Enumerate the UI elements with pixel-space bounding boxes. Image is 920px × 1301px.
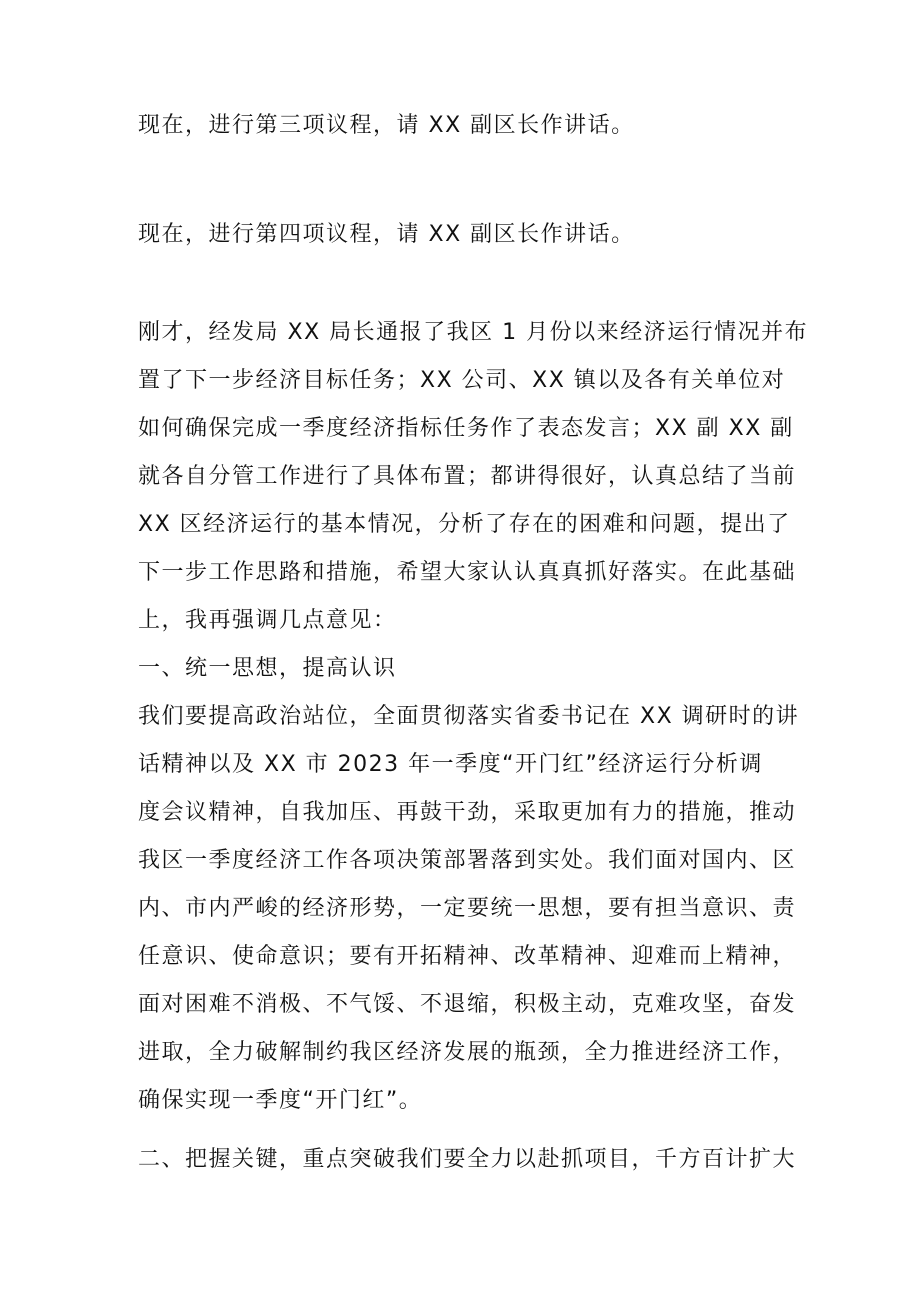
paragraph-line: 我区一季度经济工作各项决策部署落到实处。我们面对国内、区 [138, 848, 797, 873]
paragraph-line: 现在，进行第四项议程，请 XX 副区长作讲话。 [138, 222, 635, 247]
speech-body [138, 309, 809, 1125]
paragraph-line: 进取，全力破解制约我区经济发展的瓶颈，全力推进经济工作， [138, 1040, 797, 1065]
section-heading-2: 二、把握关键，重点突破我们要全力以赴抓项目，千方百计扩大 [138, 1147, 797, 1172]
paragraph-line: XX 区经济运行的基本情况，分析了存在的困难和问题，提出了 [138, 512, 791, 537]
paragraph-line: 上，我再强调几点意见： [138, 608, 397, 633]
paragraph-line: 确保实现一季度“开门红”。 [138, 1088, 423, 1113]
paragraph-line: 我们要提高政治站位，全面贯彻落实省委书记在 XX 调研时的讲 [138, 704, 800, 729]
paragraph-line: 下一步工作思路和措施，希望大家认认真真抓好落实。在此基础 [138, 560, 797, 585]
section-heading-1: 一、统一思想，提高认识 [138, 656, 397, 681]
agenda-item-4-paragraph [138, 211, 798, 259]
paragraph-line: 度会议精神，自我加压、再鼓干劲，采取更加有力的措施，推动 [138, 800, 797, 825]
paragraph-line: 任意识、使命意识；要有开拓精神、改革精神、迎难而上精神， [138, 944, 797, 969]
section-2-paragraph [138, 1136, 798, 1184]
paragraph-line: 置了下一步经济目标任务；XX 公司、XX 镇以及各有关单位对 [138, 368, 786, 393]
paragraph-line: 就各自分管工作进行了具体布置；都讲得很好，认真总结了当前 [138, 464, 797, 489]
paragraph-line: 面对困难不消极、不气馁、不退缩，积极主动，克难攻坚，奋发 [138, 992, 797, 1017]
paragraph-line: 内、市内严峻的经济形势，一定要统一思想，要有担当意识、责 [138, 896, 797, 921]
paragraph-line: 话精神以及 XX 市 2023 年一季度“开门红”经济运行分析调 [138, 752, 763, 777]
paragraph-line: 现在，进行第三项议程，请 XX 副区长作讲话。 [138, 113, 635, 138]
paragraph-line: 如何确保完成一季度经济指标任务作了表态发言；XX 副 XX 副 [138, 416, 794, 441]
agenda-item-3-paragraph [138, 102, 798, 150]
paragraph-line: 刚才，经发局 XX 局长通报了我区 1 月份以来经济运行情况并布 [138, 320, 809, 345]
